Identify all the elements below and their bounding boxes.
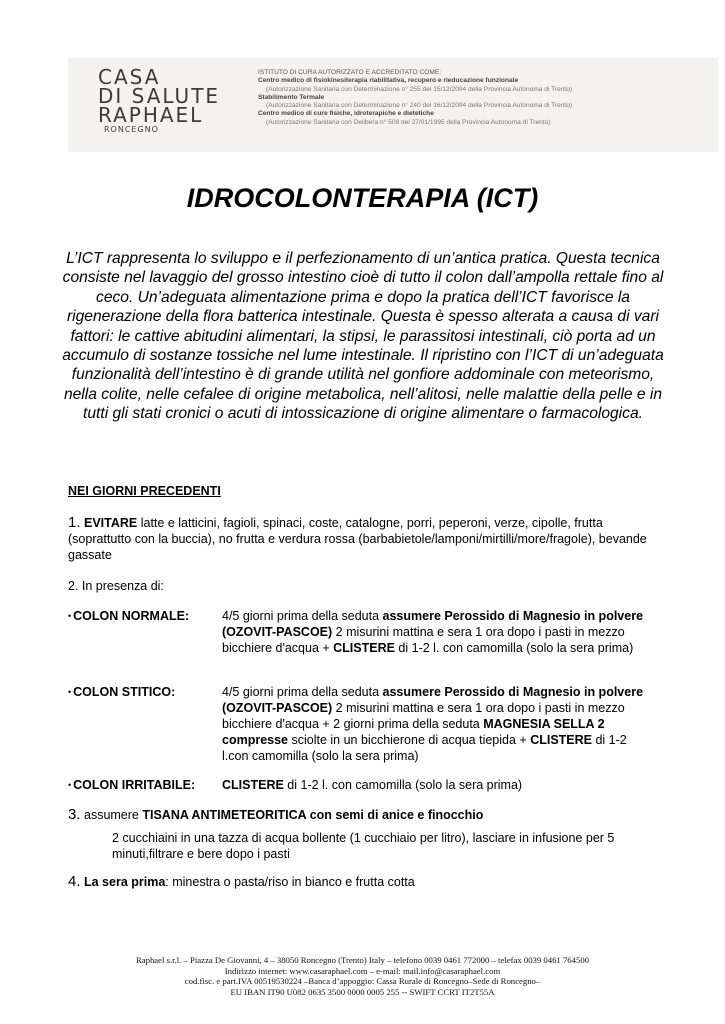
item-text: assumere xyxy=(80,808,143,822)
item-number: 4. xyxy=(68,873,81,890)
center-name: Centro medico di fisiokinesiterapia riabilitativa, recupero e rieducazione funzionale xyxy=(258,77,519,85)
bullet-icon: • xyxy=(68,687,72,697)
colon-label xyxy=(68,777,223,793)
desc-bold: CLISTERE xyxy=(222,778,284,792)
section-heading: NEI GIORNI PRECEDENTI xyxy=(68,484,221,498)
desc-text: 2 misurini mattina e sera 1 ora dopo i pasti in mezzo bicchiere d'acqua + 2 giorni prima della seduta xyxy=(222,701,625,731)
center-name: Centro medico di cure fisiche, idroterapiche e dietetiche xyxy=(258,110,434,118)
list-item-4 xyxy=(68,874,668,890)
page-title: IDROCOLONTERAPIA (ICT) xyxy=(186,183,539,213)
desc-bold: CLISTERE xyxy=(530,733,592,747)
logo-line: DI SALUTE xyxy=(98,84,221,108)
accreditation-block xyxy=(258,69,713,127)
center-authorization: (Autorizzazione Sanitaria con Determinazione n° 255 del 15/12/2004 della Provincia Autonoma di Trento) xyxy=(266,85,573,93)
colon-label-text: COLON STITICO: xyxy=(73,685,176,699)
item-keyword: La sera prima xyxy=(84,875,166,889)
footer-line: Raphael s.r.l. – Piazza De Giovanni, 4 – 38050 Roncegno (Trento) Italy – telefono 0039 0461 772000 – telefax 0039 0461 764500 xyxy=(135,955,590,965)
bullet-icon: • xyxy=(68,611,72,621)
colon-label xyxy=(68,684,223,700)
center-authorization: (Autorizzazione Sanitaria con Delibera n° 508 del 27/01/1995 della Provincia Autonoma di Trento) xyxy=(266,118,551,126)
desc-text: 4/5 giorni prima della seduta xyxy=(222,685,383,699)
list-item-2: 2. In presenza di: xyxy=(68,579,164,593)
accreditation-line: ISTITUTO DI CURA AUTORIZZATO E ACCREDITATO COME: xyxy=(258,69,442,76)
casa-di-salute-logo xyxy=(98,65,248,135)
item-text: : minestra o pasta/riso in bianco e frutta cotta xyxy=(165,875,415,889)
desc-text: di 1-2 l. con camomilla (solo la sera prima) xyxy=(394,641,634,655)
item-keyword: EVITARE xyxy=(84,516,138,530)
bullet-icon: • xyxy=(68,780,72,790)
footer-line: EU IBAN IT90 U082 0635 3500 0000 0005 255 -- SWIFT CCRT IT2T55A xyxy=(230,986,495,997)
center-name: Stabilimento Termale xyxy=(258,93,325,101)
colon-description xyxy=(222,684,654,764)
logo-line: CASA xyxy=(98,65,161,89)
colon-stitico-row xyxy=(68,684,668,764)
desc-text: di 1-2 l.con camomilla (solo la sera prima) xyxy=(222,733,627,763)
colon-description xyxy=(222,608,654,656)
desc-text: sciolte in un bicchierone di acqua tiepida + xyxy=(288,733,531,747)
colon-label xyxy=(68,608,223,624)
colon-description xyxy=(222,777,654,793)
colon-label-text: COLON IRRITABILE: xyxy=(73,778,196,792)
page-footer xyxy=(0,955,725,997)
colon-normale-row xyxy=(68,608,668,668)
desc-bold: assumere Perossido di Magnesio in polvere (OZOVIT-PASCOE) xyxy=(222,685,644,715)
footer-line: Indirizzo internet: www.casaraphael.com – e-mail: mail.info@casaraphael.com xyxy=(224,965,501,976)
item-number: 1. xyxy=(68,514,81,531)
item-keyword: TISANA ANTIMETEORITICA con semi di anice e finocchio xyxy=(142,808,484,822)
desc-text: di 1-2 l. con camomilla (solo la sera prima) xyxy=(283,778,523,792)
desc-bold: CLISTERE xyxy=(333,641,395,655)
colon-irritabile-row xyxy=(68,777,668,795)
list-item-3 xyxy=(68,807,668,823)
center-authorization: (Autorizzazione Sanitaria con Determinazione n° 240 del 16/12/2004 della Provincia Autonoma di Trento) xyxy=(266,102,573,110)
logo-line: RAPHAEL xyxy=(98,103,204,127)
footer-line: cod.fisc. e part.IVA 00519530224 –Banca d’appoggio: Cassa Rurale di Roncegno–Sede di Roncegno– xyxy=(184,976,541,986)
desc-bold: MAGNESIA SELLA 2 compresse xyxy=(222,717,605,747)
logo-line: RONCEGNO xyxy=(104,125,159,134)
desc-text: 2 misurini mattina e sera 1 ora dopo i pasti in mezzo bicchiere d'acqua + xyxy=(222,625,625,655)
item-3-detail: 2 cucchiaini in una tazza di acqua bollente (1 cucchiaio per litro), lasciare in infusione per 5 minuti,filtrare e bere dopo i pasti xyxy=(112,831,615,861)
intro-paragraph: L’ICT rappresenta lo sviluppo e il perfezionamento di un’antica pratica. Questa tecnica consiste nel lavaggio del grosso intestino cioè di tutto il colon dall’ampolla rettale fino al ceco. Un’adeguata alimentazione prima e dopo la pratica dell’ICT favorisce la rigenerazione della flora batterica intestinale. Questa è spesso alterata a causa di vari fattori: le cattive abitudini alimentari, la stipsi, le parassitosi intestinali, ciò porta ad un accumulo di sostanze tossiche nel lume intestinale. Il ripristino con l’ICT di un’adeguata funzionalità dell’intestino è di grande utilità nel gonfiore addominale con meteorismo, nella colite, nelle cefalee di origine metabolica, nell’alitosi, nelle malattie della pelle e in tutti gli stati cronici o acuti di intossicazione di origine alimentare o farmacologica. xyxy=(62,250,664,423)
list-item-1 xyxy=(68,515,668,563)
item-number: 3. xyxy=(68,806,81,823)
letterhead xyxy=(68,58,718,152)
colon-label-text: COLON NORMALE: xyxy=(73,609,190,623)
desc-text: 4/5 giorni prima della seduta xyxy=(222,609,383,623)
item-text: latte e latticini, fagioli, spinaci, coste, catalogne, porri, peperoni, verze, cipolle, frutta (soprattutto con la buccia), no frutta e verdura rossa (barbabietole/lamponi/mirtilli/more/fragole), bevande gassate xyxy=(68,516,647,562)
desc-bold: assumere Perossido di Magnesio in polvere (OZOVIT-PASCOE) xyxy=(222,609,644,639)
